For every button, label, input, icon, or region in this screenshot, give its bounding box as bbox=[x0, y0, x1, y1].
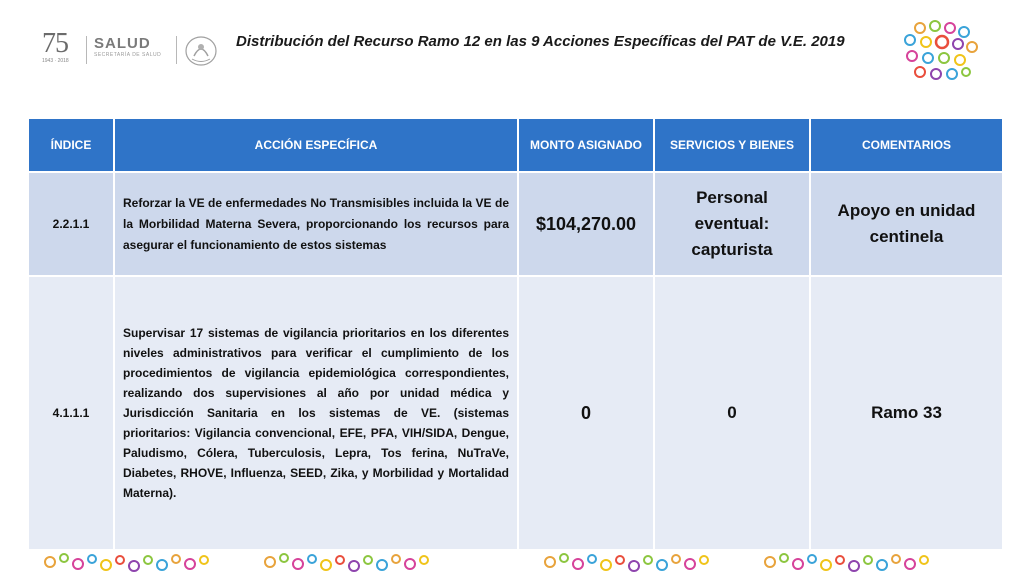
salud-logo-word: SALUD bbox=[94, 35, 151, 52]
logo-75-number: 75 bbox=[42, 28, 68, 59]
column-header-comentarios: COMENTARIOS bbox=[810, 118, 1003, 172]
page-title: Distribución del Recurso Ramo 12 en las 9 Acciones Específicas del PAT de V.E. 2019 bbox=[236, 33, 845, 50]
column-header-servicios: SERVICIOS Y BIENES bbox=[654, 118, 810, 172]
cell-accion: Supervisar 17 sistemas de vigilancia prioritarios en los diferentes niveles administrativos para verificar el cumplimiento de los procedimientos de vigilancia epidemiológica correspondientes, realizando dos supervisiones al año por unidad médica y Jurisdicción Sanitaria en los sistemas de VE. (sistemas prioritarios: Vigilancia convencional, EFE, PFA, VIH/SIDA, Dengue, Paludismo, Cólera, Tuberculosis, Lepra, Tos ferina, NuTraVe, Diabetes, RHOVE, Influenza, SEED, Zika, y Morbilidad y Mortalidad Materna). bbox=[114, 276, 518, 550]
cell-indice: 4.1.1.1 bbox=[28, 276, 114, 550]
cell-accion: Reforzar la VE de enfermedades No Transmisibles incluida la VE de la Morbilidad Materna Severa, proporcionando los recursos para asegurar el funcionamiento de estos sistemas bbox=[114, 172, 518, 276]
decorative-circles-icon bbox=[900, 20, 980, 82]
table-row bbox=[28, 172, 1003, 276]
cell-comentarios: Apoyo en unidad centinela bbox=[810, 172, 1003, 276]
logo-75-years: 1943 · 2018 bbox=[42, 58, 69, 64]
salud-logo-subtitle: SECRETARÍA DE SALUD bbox=[94, 52, 162, 58]
cell-servicios: Personal eventual: capturista bbox=[654, 172, 810, 276]
column-header-accion: ACCIÓN ESPECÍFICA bbox=[114, 118, 518, 172]
cell-servicios: 0 bbox=[654, 276, 810, 550]
salud-logo bbox=[94, 36, 164, 64]
header bbox=[0, 0, 1024, 90]
column-header-indice: ÍNDICE bbox=[28, 118, 114, 172]
mexico-seal-icon bbox=[182, 34, 220, 68]
cell-monto: $104,270.00 bbox=[518, 172, 654, 276]
table-row bbox=[28, 276, 1003, 550]
logo-divider bbox=[86, 36, 87, 64]
cell-indice: 2.2.1.1 bbox=[28, 172, 114, 276]
decorative-footer-pattern bbox=[0, 548, 1024, 576]
cell-comentarios: Ramo 33 bbox=[810, 276, 1003, 550]
logo-divider-2 bbox=[176, 36, 177, 64]
table-header-row bbox=[28, 118, 1003, 172]
cell-monto: 0 bbox=[518, 276, 654, 550]
column-header-monto: MONTO ASIGNADO bbox=[518, 118, 654, 172]
resource-table bbox=[27, 117, 1004, 551]
anniversary-75-logo bbox=[42, 30, 88, 66]
